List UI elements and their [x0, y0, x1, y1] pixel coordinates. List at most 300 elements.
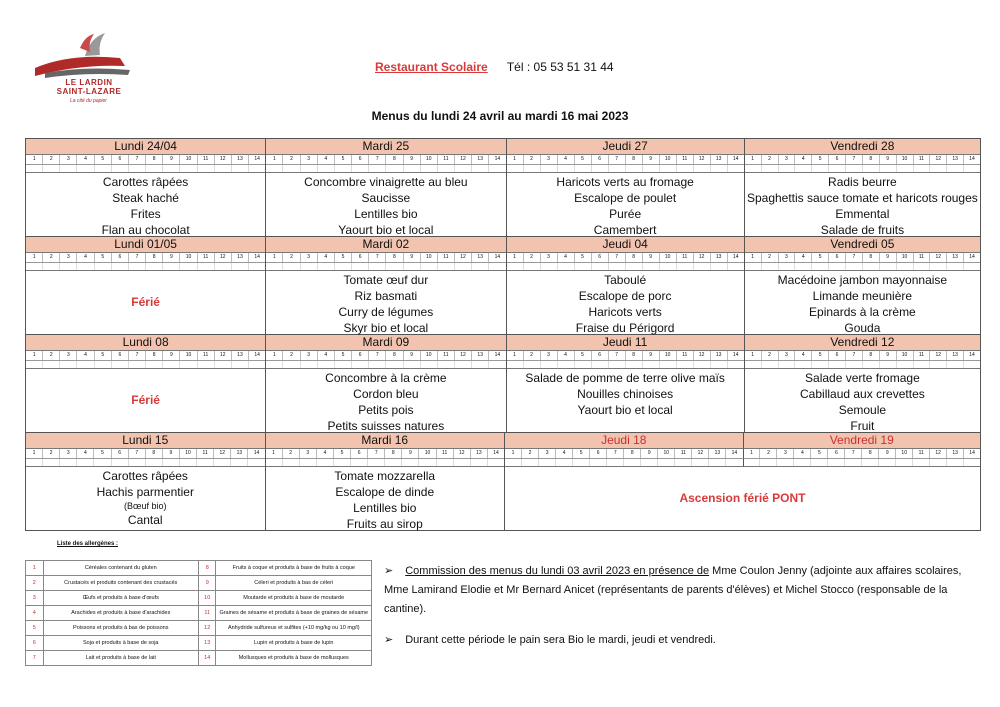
- allergen-code: 3: [26, 591, 44, 606]
- allergen-mark-cell: [728, 165, 744, 172]
- allergen-number: 6: [592, 155, 609, 164]
- allergen-number: 1: [507, 155, 524, 164]
- allergen-number: 6: [352, 253, 369, 262]
- allergen-description: Crustacés et produits contenant des crustacés: [43, 576, 198, 591]
- allergen-mark-cell: [421, 361, 438, 368]
- allergen-number: 11: [437, 449, 454, 458]
- allergen-number: 5: [335, 155, 352, 164]
- allergen-mark-cell: [95, 165, 112, 172]
- allergen-number: 2: [522, 449, 539, 458]
- allergen-description: Soja et produits à base de soja: [43, 636, 198, 651]
- allergen-mark-cell: [77, 361, 94, 368]
- dish-item: Purée: [609, 207, 642, 221]
- allergen-mark-row: [745, 165, 980, 173]
- allergen-description: Arachides et produits à base d'arachides: [43, 606, 198, 621]
- allergen-mark-cell: [558, 361, 575, 368]
- allergen-number: 1: [26, 449, 43, 458]
- allergen-number: 9: [404, 253, 421, 262]
- allergen-number: 8: [863, 351, 880, 360]
- allergen-row: [26, 651, 372, 666]
- phone-number: Tél : 05 53 51 31 44: [506, 60, 614, 74]
- restaurant-title: Restaurant Scolaire: [375, 60, 488, 74]
- allergen-number: 13: [947, 449, 964, 458]
- allergen-number: 3: [301, 351, 318, 360]
- allergen-number: 8: [146, 351, 163, 360]
- allergen-number: 10: [180, 253, 197, 262]
- allergen-number: 2: [283, 155, 300, 164]
- allergen-number: 2: [283, 351, 300, 360]
- allergen-mark-cell: [626, 361, 643, 368]
- allergen-number: 11: [198, 253, 215, 262]
- allergen-mark-row: [266, 165, 505, 173]
- allergen-mark-cell: [609, 263, 626, 270]
- day-column: [505, 433, 980, 530]
- allergen-number: 3: [779, 155, 796, 164]
- allergen-mark-cell: [266, 263, 283, 270]
- allergen-number: 6: [352, 351, 369, 360]
- allergen-description: Poissons et produits à bas de poissons: [43, 621, 198, 636]
- allergen-number: 5: [95, 351, 112, 360]
- allergen-mark-cell: [335, 263, 352, 270]
- allergen-number: 3: [541, 253, 558, 262]
- day-column: [745, 237, 980, 334]
- allergen-mark-row: [505, 459, 744, 467]
- allergen-number: 9: [404, 155, 421, 164]
- allergen-mark-cell: [163, 165, 180, 172]
- allergen-number: 2: [43, 253, 60, 262]
- allergen-mark-cell: [762, 165, 779, 172]
- allergen-number: 7: [846, 155, 863, 164]
- allergen-mark-cell: [146, 361, 163, 368]
- dish-item: Cantal: [127, 513, 163, 527]
- allergen-mark-cell: [947, 361, 964, 368]
- allergen-number: 14: [254, 254, 260, 260]
- allergen-mark-cell: [745, 165, 762, 172]
- allergen-mark-cell: [897, 263, 914, 270]
- allergen-number: 3: [60, 351, 77, 360]
- allergen-number: 14: [494, 156, 501, 162]
- allergen-number: 13: [947, 155, 964, 164]
- allergen-mark-cell: [352, 263, 369, 270]
- day-header: Mardi 25: [266, 139, 505, 155]
- dish-list: [507, 369, 744, 432]
- allergen-mark-cell: [146, 263, 163, 270]
- allergen-description: Anhydride sulfureux et sulfites (+10 mg/kg ou 10 mg/l): [216, 621, 372, 636]
- dish-list: [266, 173, 505, 236]
- allergen-mark-cell: [438, 263, 455, 270]
- dish-list: [266, 467, 505, 530]
- allergen-mark-cell: [438, 361, 455, 368]
- allergen-row: [26, 561, 372, 576]
- allergen-mark-cell: [896, 459, 913, 466]
- allergen-mark-cell: [522, 459, 539, 466]
- allergen-number-row: [507, 351, 744, 361]
- allergen-mark-cell: [507, 263, 524, 270]
- day-column: [26, 433, 266, 530]
- dish-item: Fruit: [850, 419, 875, 433]
- allergen-mark-cell: [335, 165, 352, 172]
- allergen-number: 9: [402, 449, 419, 458]
- allergen-mark-cell: [863, 263, 880, 270]
- allergen-mark-cell: [232, 361, 249, 368]
- allergen-row: [26, 606, 372, 621]
- allergen-number: 5: [812, 351, 829, 360]
- allergen-number: 1: [266, 449, 283, 458]
- allergen-number: 4: [795, 253, 812, 262]
- allergen-mark-cell: [60, 165, 77, 172]
- allergen-number: 12: [215, 253, 232, 262]
- dish-item: Cabillaud aux crevettes: [800, 387, 925, 401]
- allergen-mark-cell: [711, 263, 728, 270]
- allergen-number: 12: [215, 155, 232, 164]
- allergen-mark-cell: [541, 263, 558, 270]
- allergen-mark-cell: [947, 165, 964, 172]
- allergen-mark-cell: [283, 165, 300, 172]
- allergen-mark-cell: [489, 361, 505, 368]
- allergen-number: 6: [829, 351, 846, 360]
- allergen-mark-cell: [215, 361, 232, 368]
- dish-item: Lentilles bio: [353, 501, 417, 515]
- allergen-number: 13: [472, 155, 489, 164]
- allergen-mark-cell: [112, 165, 129, 172]
- day-header: Mardi 02: [266, 237, 505, 253]
- allergen-code: 8: [198, 561, 216, 576]
- allergen-number: 8: [624, 449, 641, 458]
- allergen-number: 1: [507, 253, 524, 262]
- allergen-mark-cell: [760, 459, 777, 466]
- dish-item: Cordon bleu: [353, 387, 419, 401]
- allergen-code: 11: [198, 606, 216, 621]
- dish-item: Semoule: [838, 403, 887, 417]
- allergen-number-row: [266, 351, 505, 361]
- allergen-number: 8: [386, 155, 403, 164]
- allergen-mark-cell: [454, 459, 471, 466]
- allergen-number: 6: [829, 155, 846, 164]
- dish-item: Lentilles bio: [354, 207, 418, 221]
- allergen-mark-cell: [812, 165, 829, 172]
- allergen-number: 4: [317, 449, 334, 458]
- allergen-mark-row: [745, 361, 980, 369]
- allergen-number: 13: [472, 253, 489, 262]
- allergen-number: 9: [643, 253, 660, 262]
- allergen-code: 6: [26, 636, 44, 651]
- allergen-mark-cell: [301, 361, 318, 368]
- allergen-number: 14: [731, 450, 738, 456]
- allergen-number: 5: [335, 351, 352, 360]
- day-header: Lundi 08: [26, 335, 265, 351]
- allergen-mark-cell: [694, 361, 711, 368]
- allergen-mark-cell: [964, 165, 980, 172]
- allergen-number-row: [745, 155, 980, 165]
- day-header: Jeudi 18: [505, 433, 744, 449]
- dish-list: [507, 173, 744, 236]
- allergen-mark-cell: [626, 165, 643, 172]
- allergen-number: 9: [880, 155, 897, 164]
- allergen-number: 4: [318, 253, 335, 262]
- allergen-mark-cell: [266, 165, 283, 172]
- allergen-number: 1: [26, 253, 43, 262]
- allergen-number: 10: [660, 253, 677, 262]
- dish-item: Salade de fruits: [820, 223, 905, 237]
- allergen-mark-cell: [214, 459, 231, 466]
- allergen-number: 12: [694, 351, 711, 360]
- allergen-mark-cell: [112, 263, 129, 270]
- dish-item: Carottes râpées: [102, 175, 189, 189]
- allergen-mark-cell: [913, 459, 930, 466]
- allergen-number: 11: [675, 449, 692, 458]
- allergen-number-row: [744, 449, 981, 459]
- allergen-mark-cell: [660, 361, 677, 368]
- allergen-code: 7: [26, 651, 44, 666]
- dish-list: [507, 271, 744, 334]
- allergen-mark-cell: [964, 263, 980, 270]
- allergen-number: 12: [692, 449, 709, 458]
- allergen-mark-cell: [94, 459, 111, 466]
- allergen-number: 5: [575, 253, 592, 262]
- day-header: Lundi 01/05: [26, 237, 265, 253]
- allergen-mark-cell: [437, 459, 454, 466]
- allergen-description: Lait et produits à base de lait: [43, 651, 198, 666]
- allergen-mark-cell: [812, 263, 829, 270]
- allergen-number: 9: [163, 449, 180, 458]
- allergen-mark-cell: [592, 361, 609, 368]
- allergen-mark-cell: [26, 263, 43, 270]
- allergen-mark-cell: [828, 459, 845, 466]
- allergen-number: 11: [677, 253, 694, 262]
- dish-item: Camembert: [593, 223, 657, 237]
- day-header: Jeudi 11: [507, 335, 744, 351]
- allergen-mark-cell: [232, 165, 249, 172]
- allergen-number: 1: [745, 155, 762, 164]
- allergen-mark-cell: [180, 459, 197, 466]
- dish-item: Petits suisses natures: [327, 419, 445, 433]
- allergen-number: 6: [112, 155, 129, 164]
- allergen-number: 14: [494, 254, 501, 260]
- allergen-mark-cell: [301, 263, 318, 270]
- dish-list: [745, 369, 980, 432]
- day-column: [507, 237, 745, 334]
- allergen-number: 1: [266, 253, 283, 262]
- dish-item: Gouda: [844, 321, 881, 335]
- allergen-mark-cell: [215, 165, 232, 172]
- arrow-bullet-icon: ➢: [384, 634, 394, 646]
- allergen-mark-cell: [914, 165, 931, 172]
- allergen-mark-cell: [592, 165, 609, 172]
- allergen-number: 10: [419, 449, 436, 458]
- allergen-mark-cell: [675, 459, 692, 466]
- allergen-number: 12: [930, 253, 947, 262]
- allergen-mark-cell: [846, 361, 863, 368]
- allergen-mark-cell: [930, 459, 947, 466]
- allergen-mark-cell: [471, 459, 488, 466]
- allergen-mark-cell: [402, 459, 419, 466]
- allergen-number: 12: [214, 449, 231, 458]
- dish-item: Haricots verts au fromage: [556, 175, 694, 189]
- allergen-mark-row: [744, 459, 981, 467]
- allergen-number: 11: [438, 155, 455, 164]
- allergen-number-row: [745, 253, 980, 263]
- allergen-mark-cell: [626, 263, 643, 270]
- allergen-mark-cell: [368, 459, 385, 466]
- allergen-number: 3: [60, 253, 77, 262]
- allergen-mark-cell: [964, 361, 980, 368]
- allergen-number-row: [507, 155, 744, 165]
- allergen-number: 3: [539, 449, 556, 458]
- allergen-number: 1: [266, 351, 283, 360]
- allergen-number: 5: [334, 449, 351, 458]
- dish-item: Escalope de dinde: [335, 485, 435, 499]
- allergen-number: 7: [129, 253, 146, 262]
- allergen-number: 9: [163, 155, 180, 164]
- allergen-code: 2: [26, 576, 44, 591]
- allergen-mark-cell: [779, 263, 796, 270]
- allergen-number-row: [266, 253, 505, 263]
- allergen-number: 13: [711, 351, 728, 360]
- allergen-number: 13: [472, 351, 489, 360]
- allergen-number: 7: [607, 449, 624, 458]
- allergen-mark-cell: [43, 361, 60, 368]
- allergen-number-row: [26, 449, 265, 459]
- allergen-number: 4: [795, 351, 812, 360]
- allergen-number: 8: [862, 449, 879, 458]
- allergen-code: 12: [198, 621, 216, 636]
- allergen-mark-cell: [283, 459, 300, 466]
- allergen-number: 14: [253, 450, 260, 456]
- allergen-mark-cell: [198, 361, 215, 368]
- menu-period-title: Menus du lundi 24 avril au mardi 16 mai 2023: [371, 109, 629, 123]
- allergen-mark-cell: [539, 459, 556, 466]
- allergen-number: 14: [732, 156, 739, 162]
- allergen-mark-cell: [829, 263, 846, 270]
- allergen-mark-cell: [129, 459, 146, 466]
- allergen-number: 4: [794, 449, 811, 458]
- allergen-number: 10: [180, 449, 197, 458]
- allergen-mark-cell: [318, 361, 335, 368]
- bread-text: Durant cette période le pain sera Bio le mardi, jeudi et vendredi.: [405, 634, 716, 646]
- allergen-number: 1: [507, 351, 524, 360]
- allergen-mark-cell: [846, 165, 863, 172]
- allergen-number-row: [505, 449, 744, 459]
- allergen-mark-cell: [283, 361, 300, 368]
- allergen-number: 3: [779, 351, 796, 360]
- dish-list: [745, 173, 980, 236]
- allergen-number: 6: [590, 449, 607, 458]
- allergen-number: 1: [26, 351, 43, 360]
- dish-item: Yaourt bio et local: [338, 223, 434, 237]
- commission-note: [384, 562, 984, 619]
- allergen-mark-cell: [301, 165, 318, 172]
- allergen-number: 13: [232, 155, 249, 164]
- allergen-mark-cell: [421, 165, 438, 172]
- allergen-mark-cell: [862, 459, 879, 466]
- allergen-mark-cell: [60, 459, 77, 466]
- allergen-mark-cell: [575, 263, 592, 270]
- allergen-number: 3: [541, 351, 558, 360]
- allergen-mark-cell: [438, 165, 455, 172]
- dish-item: Salade verte fromage: [805, 371, 920, 385]
- allergen-number: 5: [811, 449, 828, 458]
- allergen-number: 2: [43, 155, 60, 164]
- allergen-number: 10: [658, 449, 675, 458]
- allergen-number: 2: [43, 449, 60, 458]
- allergen-code: 5: [26, 621, 44, 636]
- allergen-mark-cell: [677, 165, 694, 172]
- dish-item: Petits pois: [358, 403, 414, 417]
- allergen-number-row: [266, 155, 505, 165]
- allergen-number: 9: [163, 253, 180, 262]
- allergen-number: 11: [197, 449, 214, 458]
- week-row: [25, 138, 981, 236]
- allergen-number-row: [26, 351, 265, 361]
- allergen-number: 2: [524, 155, 541, 164]
- allergen-number-row: [745, 351, 980, 361]
- allergen-mark-cell: [249, 165, 265, 172]
- arrow-bullet-icon: ➢: [384, 565, 394, 577]
- dish-item: Tomate œuf dur: [343, 273, 429, 287]
- allergen-mark-cell: [879, 459, 896, 466]
- allergen-number: 13: [231, 449, 248, 458]
- day-header: Lundi 15: [26, 433, 265, 449]
- allergen-mark-cell: [369, 361, 386, 368]
- allergen-number: 12: [455, 155, 472, 164]
- allergen-mark-cell: [880, 361, 897, 368]
- allergen-number: 11: [198, 351, 215, 360]
- day-header: Jeudi 04: [507, 237, 744, 253]
- dish-item: Yaourt bio et local: [577, 403, 673, 417]
- dish-item: Skyr bio et local: [343, 321, 429, 335]
- week-row: [25, 236, 981, 334]
- allergen-number: 5: [573, 449, 590, 458]
- allergen-number-row: [26, 253, 265, 263]
- allergen-mark-cell: [744, 459, 761, 466]
- dish-item: Radis beurre: [828, 175, 897, 189]
- allergen-mark-cell: [43, 459, 60, 466]
- allergen-number: 2: [760, 449, 777, 458]
- allergen-mark-cell: [249, 361, 265, 368]
- allergen-mark-cell: [266, 361, 283, 368]
- allergen-description: Moutarde et produits à base de moutarde: [216, 591, 372, 606]
- allergen-number: 5: [95, 253, 112, 262]
- allergens-table: [25, 560, 372, 666]
- allergen-number: 3: [60, 449, 77, 458]
- dish-list: [26, 173, 265, 236]
- allergen-mark-cell: [897, 165, 914, 172]
- day-column: [745, 335, 980, 432]
- day-header: Mardi 16: [266, 433, 505, 449]
- logo-emblem-icon: [30, 28, 140, 83]
- allergen-mark-cell: [930, 165, 947, 172]
- allergen-mark-cell: [198, 165, 215, 172]
- dish-item: Riz basmati: [354, 289, 418, 303]
- dish-item: Saucisse: [361, 191, 411, 205]
- allergen-mark-cell: [643, 361, 660, 368]
- allergen-number: 7: [369, 351, 386, 360]
- allergen-number: 10: [421, 155, 438, 164]
- allergen-mark-cell: [711, 165, 728, 172]
- day-column: [26, 139, 266, 236]
- allergen-number: 8: [626, 351, 643, 360]
- dish-list: [26, 467, 265, 530]
- allergen-row: [26, 576, 372, 591]
- allergen-mark-cell: [607, 459, 624, 466]
- allergen-number: 10: [421, 351, 438, 360]
- allergen-number: 11: [677, 351, 694, 360]
- allergen-mark-cell: [643, 263, 660, 270]
- allergen-mark-cell: [112, 459, 129, 466]
- allergen-mark-cell: [829, 361, 846, 368]
- dish-list: [266, 271, 505, 334]
- allergen-mark-cell: [129, 361, 146, 368]
